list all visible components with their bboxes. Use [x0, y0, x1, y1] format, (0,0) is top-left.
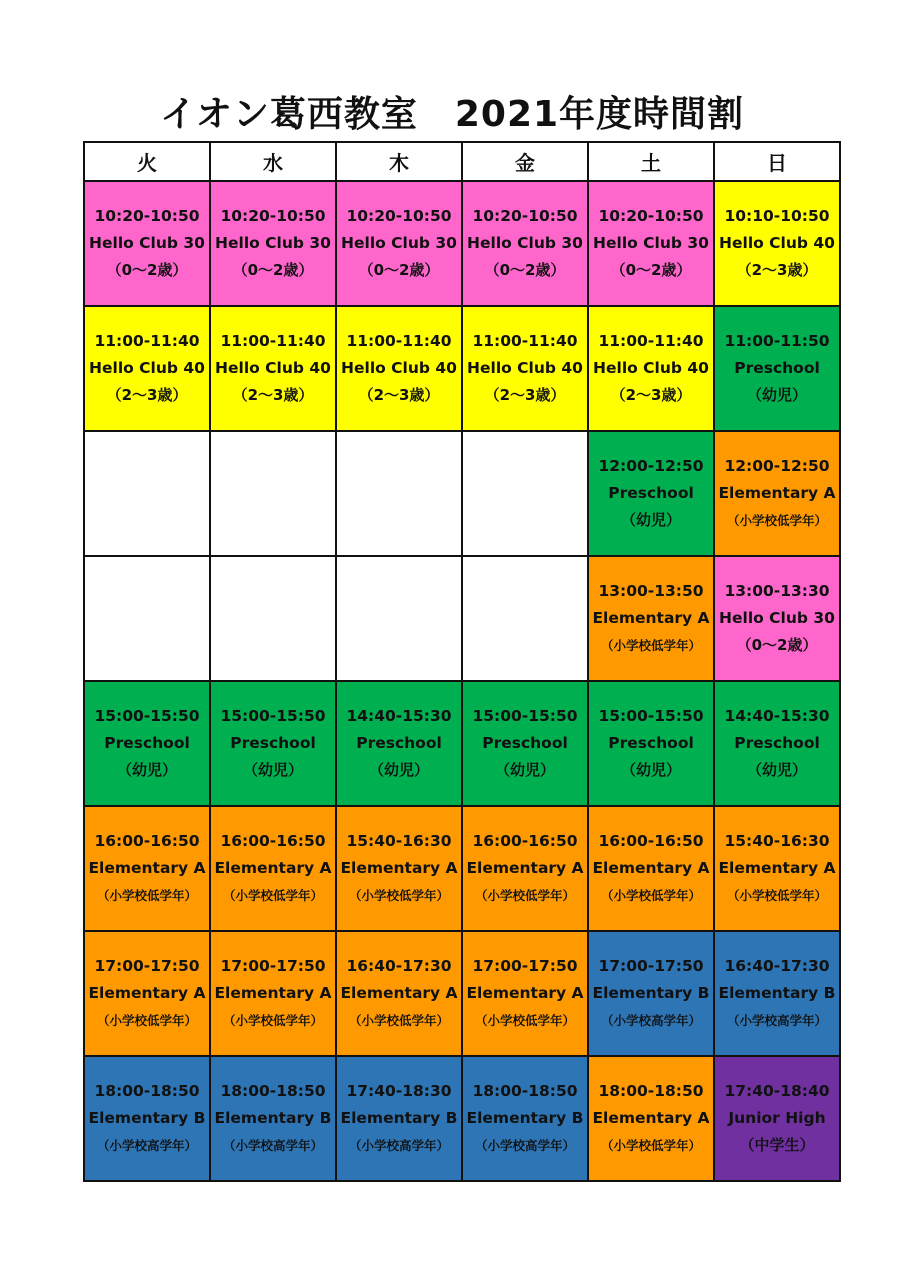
class-name: Elementary A — [214, 984, 332, 1002]
class-age-group: （小学校低学年） — [726, 513, 827, 528]
class-time: 17:00-17:50 — [472, 957, 578, 975]
time-slot-row — [84, 806, 840, 931]
class-cell — [714, 181, 840, 306]
class-name: Preschool — [608, 484, 694, 502]
class-age-group: （小学校低学年） — [348, 888, 449, 903]
class-name: Hello Club 40 — [215, 359, 331, 377]
class-cell — [336, 306, 462, 431]
class-age-group: （0～2歳） — [610, 261, 692, 279]
class-age-group: （小学校低学年） — [600, 1138, 701, 1153]
class-name: Elementary A — [466, 859, 584, 877]
class-age-group: （2～3歳） — [232, 386, 314, 404]
class-time: 17:00-17:50 — [220, 957, 326, 975]
class-age-group: （幼児） — [746, 761, 807, 779]
class-cell — [84, 806, 210, 931]
class-name: Hello Club 40 — [719, 234, 835, 252]
timetable — [83, 141, 841, 1182]
class-age-group: （幼児） — [116, 761, 177, 779]
time-slot-row — [84, 181, 840, 306]
class-time: 11:00-11:40 — [94, 332, 200, 350]
class-cell — [714, 931, 840, 1056]
class-age-group: （幼児） — [494, 761, 555, 779]
class-time: 16:40-17:30 — [346, 957, 452, 975]
empty-cell — [462, 431, 588, 556]
class-name: Elementary B — [592, 984, 710, 1002]
class-cell — [714, 806, 840, 931]
day-header: 日 — [714, 142, 840, 181]
class-time: 14:40-15:30 — [724, 707, 830, 725]
class-cell — [336, 806, 462, 931]
class-cell — [336, 181, 462, 306]
class-age-group: （0～2歳） — [232, 261, 314, 279]
class-age-group: （0～2歳） — [358, 261, 440, 279]
class-age-group: （2～3歳） — [484, 386, 566, 404]
class-age-group: （0～2歳） — [106, 261, 188, 279]
class-time: 16:40-17:30 — [724, 957, 830, 975]
day-header: 水 — [210, 142, 336, 181]
class-name: Hello Club 40 — [467, 359, 583, 377]
empty-cell — [336, 431, 462, 556]
class-age-group: （小学校低学年） — [474, 888, 575, 903]
class-name: Elementary B — [88, 1109, 206, 1127]
class-time: 16:00-16:50 — [94, 832, 200, 850]
class-time: 15:00-15:50 — [472, 707, 578, 725]
page-title: イオン葛西教室 2021年度時間割 — [159, 94, 745, 135]
empty-cell — [336, 556, 462, 681]
class-name: Preschool — [104, 734, 190, 752]
class-age-group: （小学校高学年） — [96, 1138, 197, 1153]
class-name: Elementary B — [466, 1109, 584, 1127]
class-name: Elementary B — [214, 1109, 332, 1127]
class-cell — [588, 681, 714, 806]
class-time: 14:40-15:30 — [346, 707, 452, 725]
class-name: Hello Club 40 — [89, 359, 205, 377]
class-age-group: （小学校高学年） — [600, 1013, 701, 1028]
class-name: Preschool — [482, 734, 568, 752]
class-cell — [462, 1056, 588, 1181]
class-cell — [462, 806, 588, 931]
class-time: 16:00-16:50 — [598, 832, 704, 850]
class-name: Preschool — [608, 734, 694, 752]
class-cell — [714, 1056, 840, 1181]
class-time: 10:20-10:50 — [220, 207, 326, 225]
day-header: 土 — [588, 142, 714, 181]
class-age-group: （小学校低学年） — [96, 1013, 197, 1028]
class-cell — [210, 931, 336, 1056]
class-cell — [84, 931, 210, 1056]
empty-cell — [84, 431, 210, 556]
class-cell — [588, 181, 714, 306]
class-cell — [462, 931, 588, 1056]
class-time: 15:40-16:30 — [724, 832, 830, 850]
class-cell — [588, 306, 714, 431]
class-time: 11:00-11:40 — [346, 332, 452, 350]
time-slot-row — [84, 306, 840, 431]
day-header: 火 — [84, 142, 210, 181]
class-age-group: （2～3歳） — [106, 386, 188, 404]
class-cell — [714, 681, 840, 806]
class-cell — [84, 306, 210, 431]
class-time: 13:00-13:50 — [598, 582, 704, 600]
class-time: 10:20-10:50 — [94, 207, 200, 225]
class-name: Preschool — [734, 359, 820, 377]
class-age-group: （小学校低学年） — [474, 1013, 575, 1028]
class-time: 12:00-12:50 — [598, 457, 704, 475]
class-cell — [462, 681, 588, 806]
class-cell — [84, 1056, 210, 1181]
class-time: 11:00-11:40 — [220, 332, 326, 350]
class-time: 10:20-10:50 — [598, 207, 704, 225]
class-time: 15:40-16:30 — [346, 832, 452, 850]
class-time: 10:20-10:50 — [346, 207, 452, 225]
class-name: Preschool — [356, 734, 442, 752]
class-name: Elementary A — [466, 984, 584, 1002]
class-name: Elementary A — [592, 609, 710, 627]
class-age-group: （小学校低学年） — [222, 1013, 323, 1028]
class-time: 16:00-16:50 — [472, 832, 578, 850]
class-cell — [210, 181, 336, 306]
class-age-group: （2～3歳） — [736, 261, 818, 279]
class-age-group: （幼児） — [620, 511, 681, 529]
class-name: Elementary B — [340, 1109, 458, 1127]
class-time: 10:20-10:50 — [472, 207, 578, 225]
class-age-group: （小学校低学年） — [96, 888, 197, 903]
class-time: 17:00-17:50 — [94, 957, 200, 975]
class-age-group: （小学校高学年） — [726, 1013, 827, 1028]
empty-cell — [210, 431, 336, 556]
class-time: 15:00-15:50 — [94, 707, 200, 725]
class-cell — [588, 431, 714, 556]
class-age-group: （2～3歳） — [358, 386, 440, 404]
class-name: Preschool — [230, 734, 316, 752]
class-time: 15:00-15:50 — [598, 707, 704, 725]
class-time: 13:00-13:30 — [724, 582, 830, 600]
class-time: 17:00-17:50 — [598, 957, 704, 975]
class-age-group: （小学校低学年） — [600, 888, 701, 903]
class-time: 18:00-18:50 — [94, 1082, 200, 1100]
class-name: Elementary A — [592, 859, 710, 877]
class-age-group: （小学校高学年） — [222, 1138, 323, 1153]
class-name: Hello Club 30 — [215, 234, 331, 252]
class-time: 16:00-16:50 — [220, 832, 326, 850]
class-cell — [714, 431, 840, 556]
day-header-row — [84, 142, 840, 181]
class-cell — [588, 931, 714, 1056]
class-time: 18:00-18:50 — [472, 1082, 578, 1100]
class-cell — [462, 181, 588, 306]
class-cell — [210, 806, 336, 931]
class-cell — [462, 306, 588, 431]
class-name: Elementary A — [340, 984, 458, 1002]
class-time: 17:40-18:40 — [724, 1082, 830, 1100]
class-cell — [336, 931, 462, 1056]
day-header: 金 — [462, 142, 588, 181]
class-cell — [210, 1056, 336, 1181]
class-time: 12:00-12:50 — [724, 457, 830, 475]
class-name: Elementary A — [340, 859, 458, 877]
class-name: Elementary A — [214, 859, 332, 877]
class-age-group: （小学校低学年） — [600, 638, 701, 653]
class-age-group: （小学校低学年） — [222, 888, 323, 903]
class-time: 11:00-11:40 — [598, 332, 704, 350]
day-header: 木 — [336, 142, 462, 181]
class-cell — [84, 681, 210, 806]
time-slot-row — [84, 431, 840, 556]
class-age-group: （小学校高学年） — [474, 1138, 575, 1153]
class-time: 10:10-10:50 — [724, 207, 830, 225]
class-age-group: （幼児） — [242, 761, 303, 779]
class-name: Elementary B — [718, 984, 836, 1002]
class-name: Elementary A — [718, 484, 836, 502]
class-age-group: （小学校高学年） — [348, 1138, 449, 1153]
class-time: 17:40-18:30 — [346, 1082, 452, 1100]
class-cell — [588, 1056, 714, 1181]
class-time: 11:00-11:40 — [472, 332, 578, 350]
class-age-group: （0～2歳） — [736, 636, 818, 654]
class-age-group: （小学校低学年） — [348, 1013, 449, 1028]
class-name: Hello Club 30 — [719, 609, 835, 627]
empty-cell — [462, 556, 588, 681]
class-age-group: （幼児） — [620, 761, 681, 779]
class-time: 15:00-15:50 — [220, 707, 326, 725]
class-name: Hello Club 30 — [467, 234, 583, 252]
class-name: Elementary A — [88, 859, 206, 877]
class-age-group: （0～2歳） — [484, 261, 566, 279]
empty-cell — [84, 556, 210, 681]
class-age-group: （小学校低学年） — [726, 888, 827, 903]
time-slot-row — [84, 1056, 840, 1181]
time-slot-row — [84, 556, 840, 681]
class-time: 18:00-18:50 — [220, 1082, 326, 1100]
time-slot-row — [84, 931, 840, 1056]
class-cell — [714, 306, 840, 431]
class-time: 18:00-18:50 — [598, 1082, 704, 1100]
class-name: Elementary A — [718, 859, 836, 877]
class-time: 11:00-11:50 — [724, 332, 830, 350]
class-name: Junior High — [728, 1109, 826, 1127]
empty-cell — [210, 556, 336, 681]
class-cell — [588, 806, 714, 931]
class-age-group: （幼児） — [746, 386, 807, 404]
class-name: Hello Club 30 — [89, 234, 205, 252]
class-age-group: （2～3歳） — [610, 386, 692, 404]
class-name: Hello Club 40 — [341, 359, 457, 377]
class-name: Elementary A — [592, 1109, 710, 1127]
class-age-group: （幼児） — [368, 761, 429, 779]
class-name: Hello Club 40 — [593, 359, 709, 377]
class-cell — [588, 556, 714, 681]
class-cell — [714, 556, 840, 681]
class-age-group: （中学生） — [739, 1136, 815, 1154]
class-name: Preschool — [734, 734, 820, 752]
class-cell — [210, 681, 336, 806]
class-name: Hello Club 30 — [341, 234, 457, 252]
class-cell — [210, 306, 336, 431]
class-name: Hello Club 30 — [593, 234, 709, 252]
class-cell — [336, 681, 462, 806]
time-slot-row — [84, 681, 840, 806]
class-cell — [336, 1056, 462, 1181]
class-cell — [84, 181, 210, 306]
class-name: Elementary A — [88, 984, 206, 1002]
